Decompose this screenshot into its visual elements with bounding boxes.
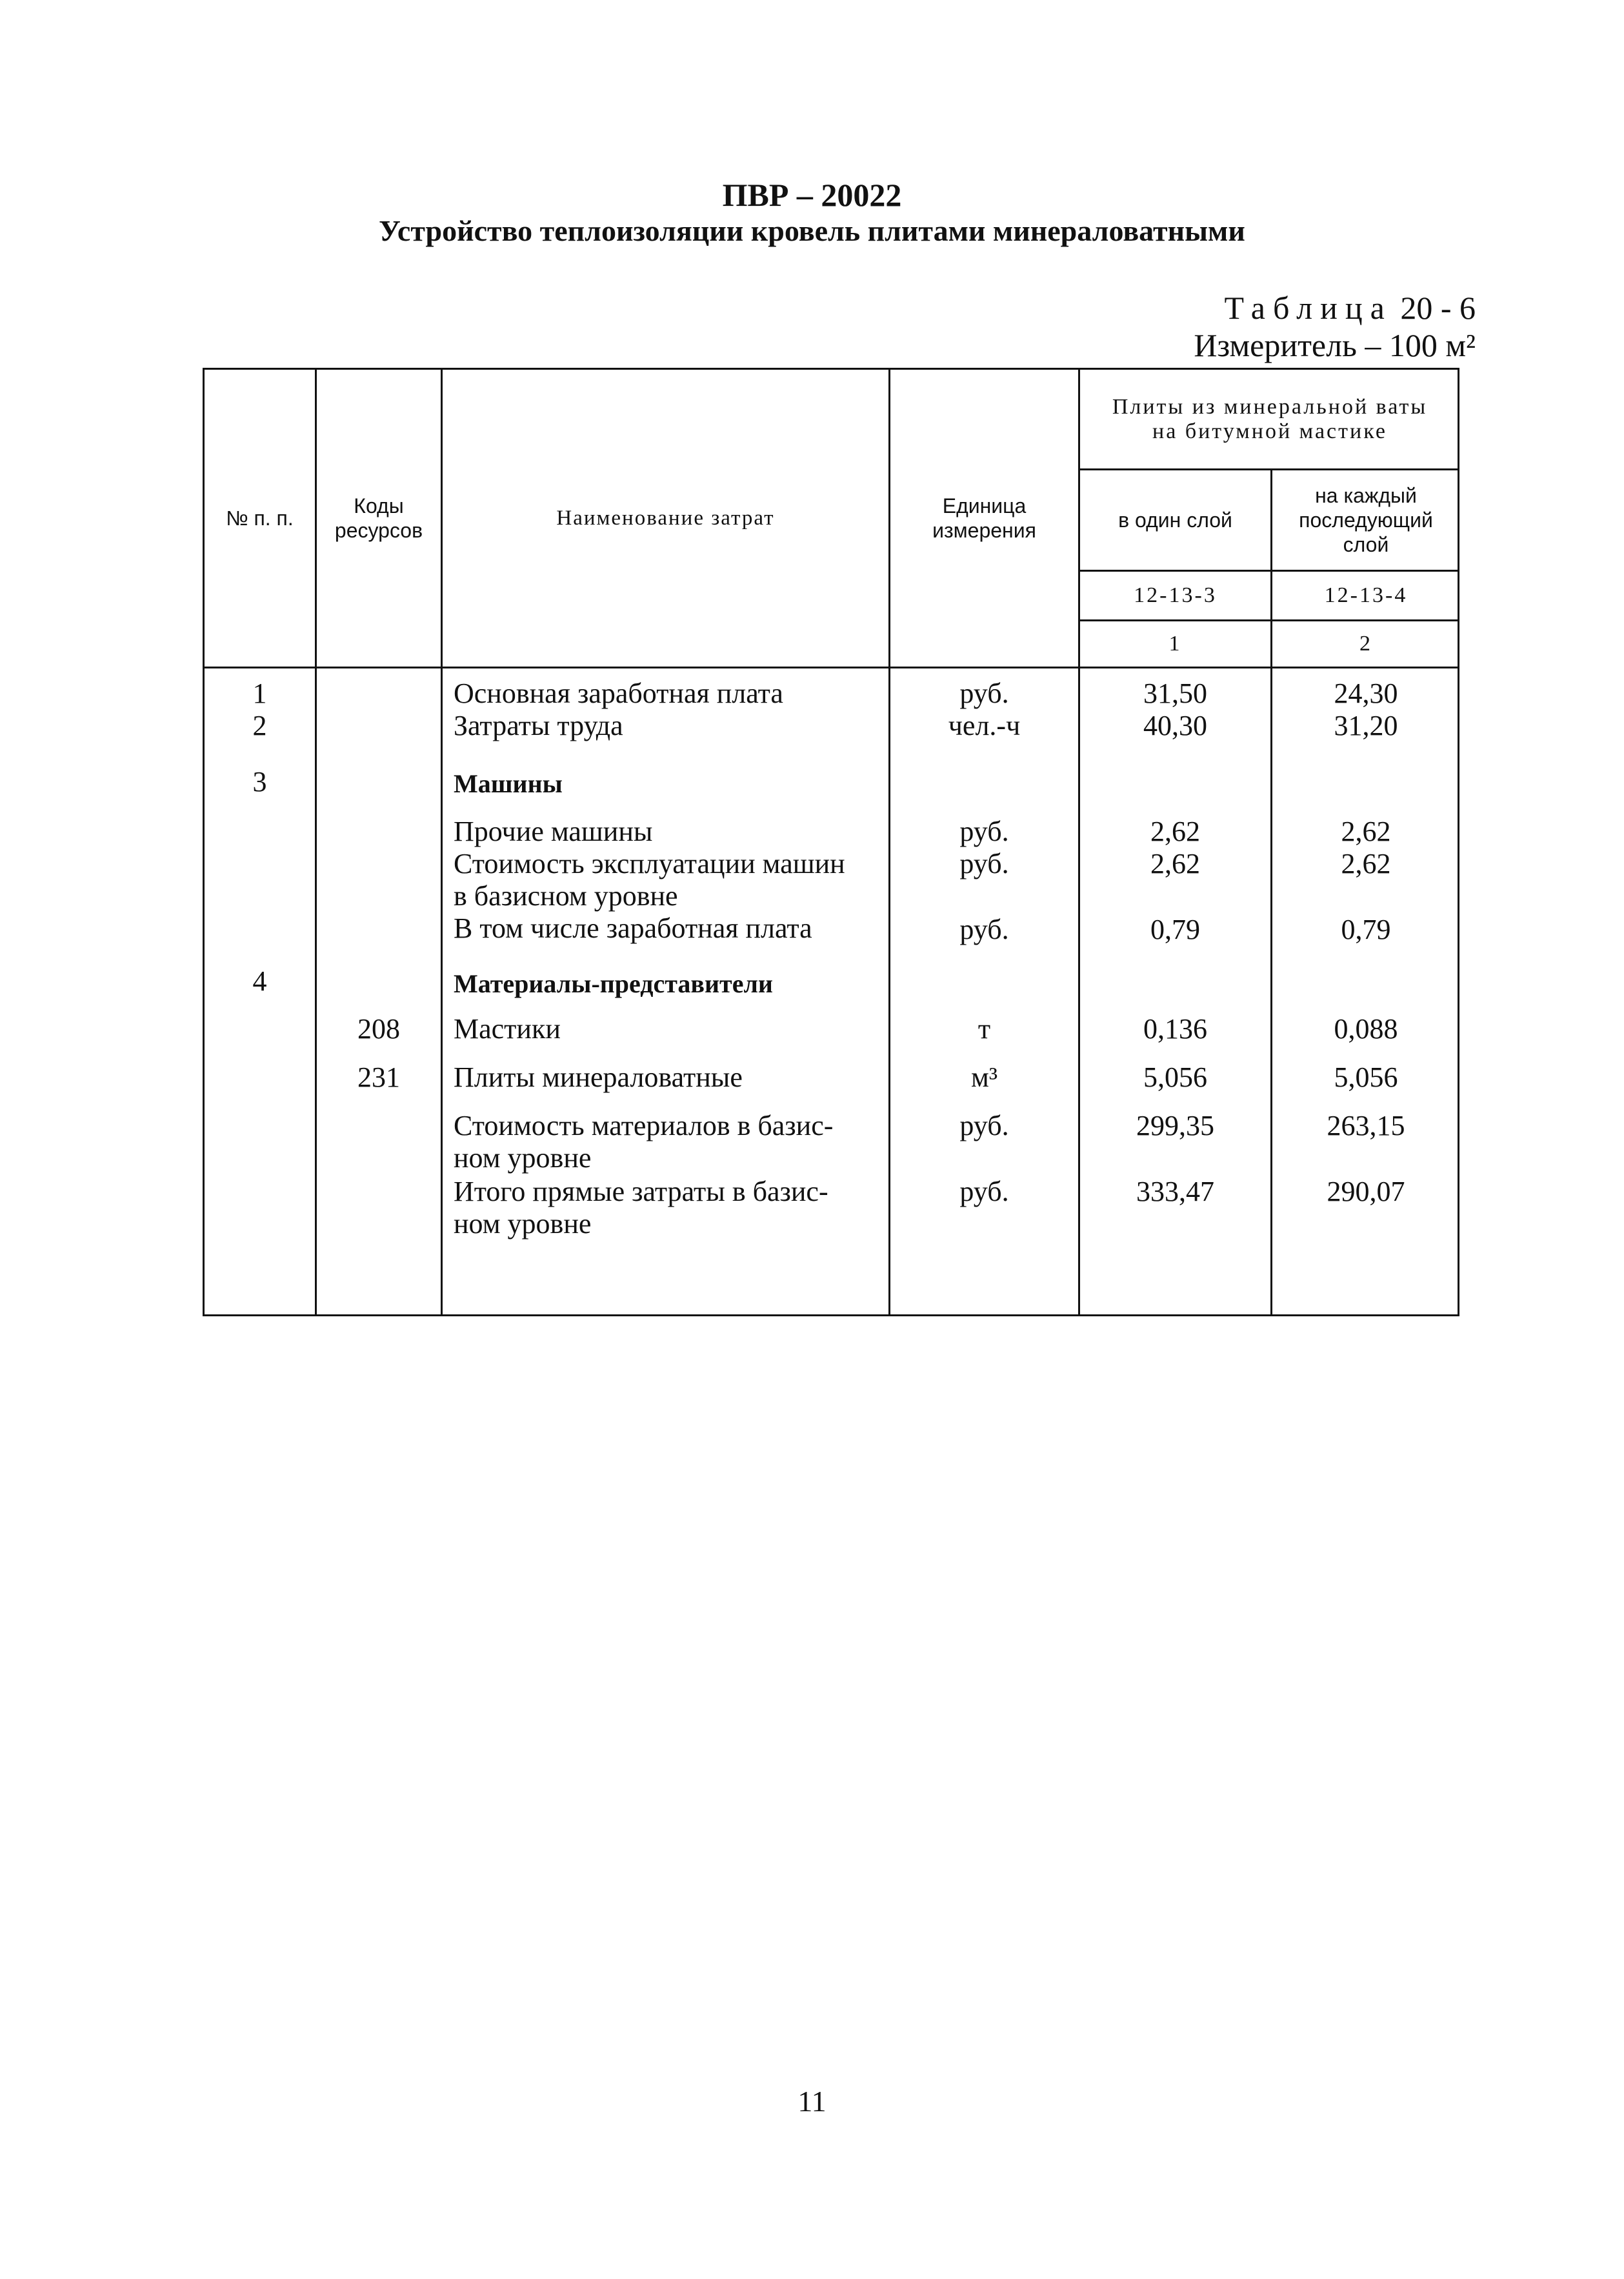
section-heading: Машины — [454, 769, 563, 798]
row-value-2: 5,056 — [1334, 1061, 1398, 1093]
table-label-line — [1194, 289, 1476, 326]
row-value-2: 0,79 — [1341, 914, 1391, 945]
row-name: Плиты минераловатные — [454, 1061, 743, 1093]
row-value-2: 263,15 — [1327, 1110, 1405, 1141]
document-title: Устройство теплоизоляции кровель плитами минераловатными — [379, 214, 1245, 247]
header-codes: Коды ресурсов — [334, 494, 423, 542]
row-value-2: 2,62 — [1341, 848, 1391, 879]
row-name: Стоимость материалов в базис- — [454, 1110, 834, 1141]
subcol-divider — [1270, 668, 1272, 1316]
row-value-2: 31,20 — [1334, 710, 1398, 741]
row-name-cont: в базисном уровне — [454, 880, 678, 912]
row-value-1: 0,136 — [1143, 1013, 1207, 1045]
table-label: Таблица — [1224, 290, 1392, 326]
header-bottom-line — [203, 667, 1459, 668]
table-caption — [1194, 289, 1476, 364]
row-num: 3 — [252, 766, 267, 798]
row-num: 2 — [252, 710, 267, 741]
row-unit: чел.-ч — [948, 710, 1021, 741]
row-name: Стоимость эксплуатации машин — [454, 848, 845, 879]
row-unit: руб. — [959, 848, 1009, 879]
row-name-cont: ном уровне — [454, 1142, 592, 1174]
row-name-cont: ном уровне — [454, 1208, 592, 1240]
row-value-1: 299,35 — [1136, 1110, 1214, 1141]
row-value-1: 2,62 — [1150, 848, 1200, 879]
row-value-2: 0,088 — [1334, 1013, 1398, 1045]
row-num: 1 — [252, 678, 267, 709]
header-code-2: 12-13-4 — [1324, 583, 1408, 607]
header-index-1: 1 — [1168, 632, 1182, 656]
row-value-1: 333,47 — [1136, 1176, 1214, 1207]
header-group: Плиты из минеральной ваты на битумной мастике — [1112, 394, 1428, 443]
row-num: 4 — [252, 965, 267, 997]
header-unit: Единица измерения — [932, 494, 1036, 542]
row-name: Прочие машины — [454, 816, 653, 847]
row-value-1: 2,62 — [1150, 816, 1200, 847]
row-code: 231 — [357, 1061, 400, 1093]
row-value-2: 290,07 — [1327, 1176, 1405, 1207]
header-code-1: 12-13-3 — [1134, 583, 1217, 607]
row-value-2: 24,30 — [1334, 678, 1398, 709]
row-unit: руб. — [959, 678, 1009, 709]
header-sub-each-next-layer: на каждый последующий слой — [1299, 484, 1433, 556]
row-unit: руб. — [959, 816, 1009, 847]
header-sub-one-layer: в один слой — [1118, 508, 1232, 532]
page-number: 11 — [797, 2085, 827, 2118]
row-value-1: 0,79 — [1150, 914, 1200, 945]
document-code: ПВР – 20022 — [722, 177, 902, 213]
row-value-1: 40,30 — [1143, 710, 1207, 741]
row-unit: руб. — [959, 914, 1009, 945]
row-name: Мастики — [454, 1013, 561, 1045]
header-num: № п. п. — [226, 507, 294, 530]
row-unit: т — [977, 1013, 991, 1045]
row-unit: м³ — [970, 1061, 998, 1093]
row-name: Затраты труда — [454, 710, 623, 741]
row-unit: руб. — [959, 1176, 1009, 1207]
row-name: Основная заработная плата — [454, 678, 783, 709]
row-value-1: 5,056 — [1143, 1061, 1207, 1093]
row-value-1: 31,50 — [1143, 678, 1207, 709]
measure-unit: Измеритель – 100 м² — [1194, 327, 1476, 363]
row-name: Итого прямые затраты в базис- — [454, 1176, 828, 1207]
header-name: Наименование затрат — [556, 507, 775, 530]
table-number: 20 - 6 — [1400, 290, 1476, 326]
row-name: В том числе заработная плата — [454, 912, 812, 944]
row-value-2: 2,62 — [1341, 816, 1391, 847]
row-unit: руб. — [959, 1110, 1009, 1141]
row-code: 208 — [357, 1013, 400, 1045]
section-heading: Материалы-представители — [454, 969, 773, 998]
header-index-2: 2 — [1359, 632, 1372, 656]
